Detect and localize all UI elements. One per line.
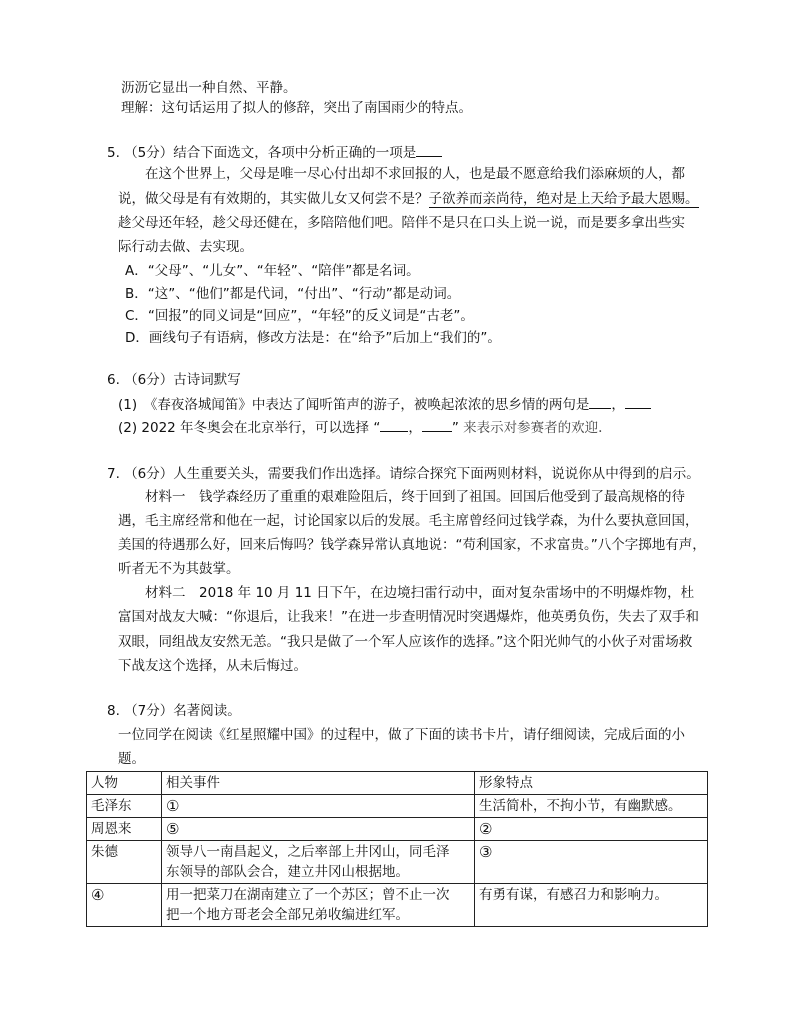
q5-underlined-sentence: 子欲养而亲尚待，绝对是上天给予最大恩赐。 (428, 191, 699, 207)
q5-stem-text: 5. （5分）结合下面选文，各项中分析正确的一项是 (107, 145, 417, 161)
q6-blank-3[interactable] (380, 418, 408, 432)
q5-option-d[interactable]: D．画线句子有语病，修改方法是：在“给予”后加上“我们的”。 (125, 330, 501, 346)
q6-blank-1[interactable] (589, 395, 611, 409)
header-person: 人物 (87, 772, 162, 795)
header-traits: 形象特点 (475, 772, 708, 795)
cell-events-blank[interactable]: ① (162, 795, 475, 818)
q6-item-2 (118, 418, 602, 438)
q5-passage-line: 在这个世界上，父母是唯一尽心付出却不求回报的人，也是最不愿意给我们添麻烦的人，都 (145, 166, 685, 182)
table-header-row (87, 772, 708, 795)
q5-passage-text: 说，做父母是有有效期的，其实做儿女又何尝不是？ (118, 191, 429, 207)
q8-intro-line: 一位同学在阅读《红星照耀中国》的过程中，做了下面的读书卡片，请仔细阅读，完成后面的小 (118, 727, 685, 743)
intro-line: 沥沥它显出一种自然、平静。 (121, 80, 297, 96)
q7-material-1-line: 听者无不为其鼓掌。 (118, 561, 240, 577)
cell-events (162, 841, 475, 884)
q5-passage-line: 趁父母还年轻，趁父母还健在，多陪陪他们吧。陪伴不是只在口头上说一说，而是要多拿出些实 (118, 215, 685, 231)
table-row (87, 841, 708, 884)
q5-stem (107, 143, 442, 163)
q6-blank-2[interactable] (625, 395, 651, 409)
q5-passage-line: 际行动去做、去实现。 (118, 239, 253, 255)
q5-passage-line (118, 189, 699, 209)
q6-item-1 (118, 395, 651, 415)
cell-events-blank[interactable]: ⑤ (162, 818, 475, 841)
comma: ， (611, 397, 625, 413)
q6-item-1-text: (1) 《春夜洛城闻笛》中表达了闻听笛声的游子，被唤起浓浓的思乡情的两句是 (118, 397, 590, 413)
cell-events-line: 东领导的部队会合，建立井冈山根据地。 (166, 864, 409, 880)
q6-stem: 6. （6分）古诗词默写 (107, 372, 241, 388)
table-row (87, 795, 708, 818)
table-row (87, 884, 708, 927)
cell-traits: 有勇有谋，有感召力和影响力。 (475, 884, 708, 927)
q8-stem: 8. （7分）名著阅读。 (107, 703, 241, 719)
cell-events-line: 用一把菜刀在湖南建立了一个苏区；曾不止一次 (166, 887, 450, 903)
cell-events (162, 884, 475, 927)
comma: ， (408, 420, 422, 436)
cell-traits-blank[interactable]: ③ (475, 841, 708, 884)
cell-person-blank[interactable]: ④ (87, 884, 162, 927)
q5-option-a[interactable]: A．“父母”、“儿女”、“年轻”、“陪伴”都是名词。 (125, 263, 420, 279)
close-quote: ” (451, 420, 459, 436)
cell-traits-blank[interactable]: ② (475, 818, 708, 841)
header-events: 相关事件 (162, 772, 475, 795)
q6-item-2-text: (2) 2022 年冬奥会在北京举行，可以选择 “ (118, 420, 381, 436)
table-row (87, 818, 708, 841)
q7-material-2-line: 材料二 2018 年 10 月 11 日下午，在边境扫雷行动中，面对复杂雷场中的不明爆炸物，杜 (145, 585, 695, 601)
cell-traits: 生活简朴，不拘小节，有幽默感。 (475, 795, 708, 818)
q7-material-1-line: 美国的待遇那么好，回来后悔吗？钱学森异常认真地说：“苟利国家，不求富贵。”八个字掷地有声， (118, 537, 706, 553)
q7-material-1-line: 遇，毛主席经常和他在一起，讨论国家以后的发展。毛主席曾经问过钱学森，为什么要执意回国， (118, 513, 699, 529)
q8-intro-line: 题。 (118, 751, 145, 767)
cell-events-line: 领导八一南昌起义，之后率部上井冈山，同毛泽 (166, 844, 450, 860)
reading-card-table (86, 771, 708, 927)
q7-material-1-line: 材料一 钱学森经历了重重的艰难险阻后，终于回到了祖国。回国后他受到了最高规格的待 (145, 489, 685, 505)
q6-blank-4[interactable] (422, 418, 452, 432)
cell-events-line: 把一个地方哥老会全部兄弟收编进红军。 (166, 907, 409, 923)
q5-answer-blank[interactable] (416, 143, 442, 157)
cell-person: 周恩来 (87, 818, 162, 841)
q5-option-c[interactable]: C．“回报”的同义词是“回应”，“年轻”的反义词是“古老”。 (125, 308, 474, 324)
q6-item-2-note: 来表示对参赛者的欢迎. (463, 420, 603, 436)
cell-person: 毛泽东 (87, 795, 162, 818)
intro-understanding: 理解：这句话运用了拟人的修辞，突出了南国雨少的特点。 (121, 100, 472, 116)
q7-material-2-line: 富国对战友大喊：“你退后，让我来！”在进一步查明情况时突遇爆炸，他英勇负伤，失去了双手和 (118, 609, 699, 625)
q7-material-2-line: 双眼，同组战友安然无恙。“我只是做了一个军人应该作的选择。”这个阳光帅气的小伙子对雷场救 (118, 634, 693, 650)
q7-stem: 7. （6分）人生重要关头，需要我们作出选择。请综合探究下面两则材料，说说你从中得到的启示。 (107, 466, 700, 482)
q5-option-b[interactable]: B．“这”、“他们”都是代词，“付出”、“行动”都是动词。 (125, 286, 461, 302)
cell-person: 朱德 (87, 841, 162, 884)
q7-material-2-line: 下战友这个选择，从未后悔过。 (118, 658, 307, 674)
